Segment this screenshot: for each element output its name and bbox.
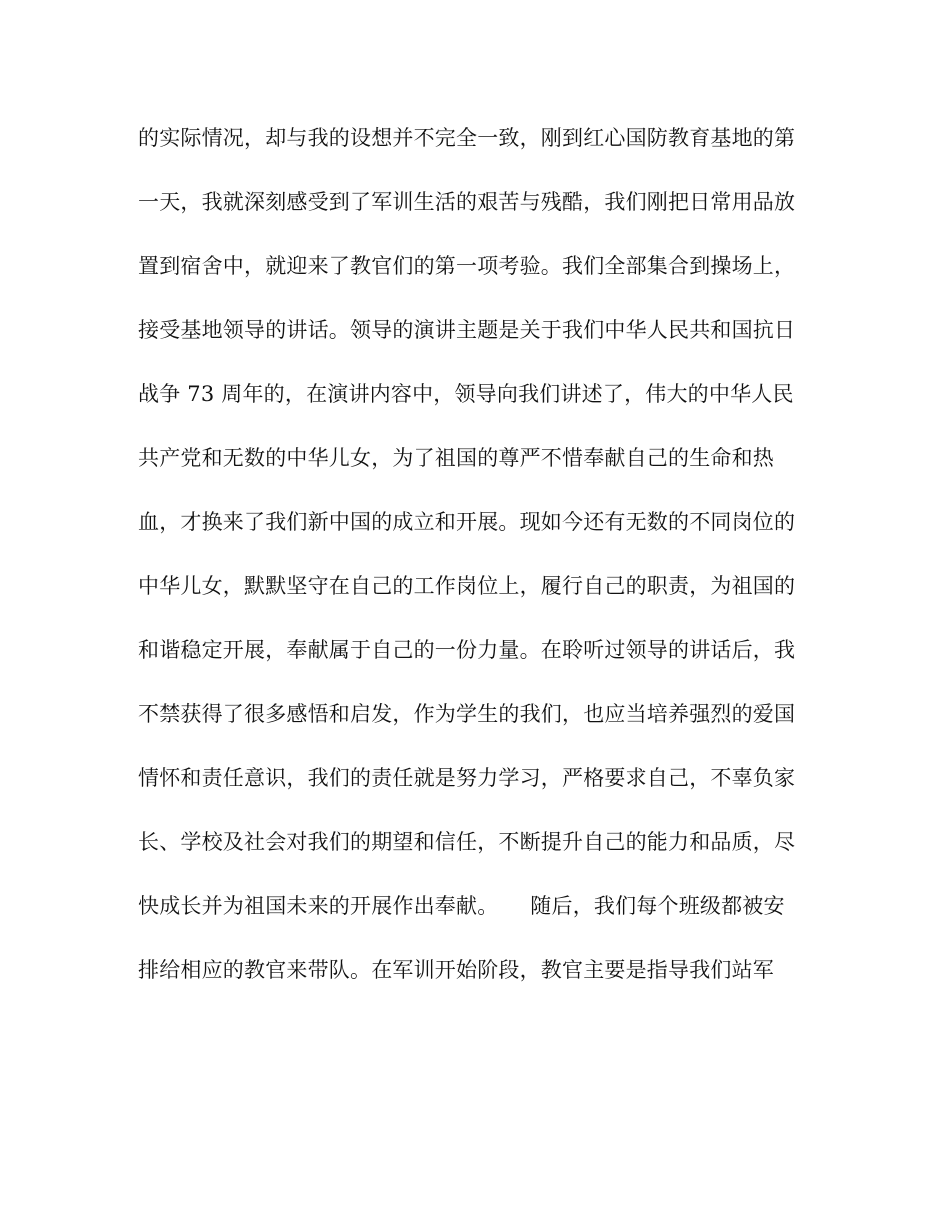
text-line: 的实际情况，却与我的设想并不完全一致，刚到红心国防教育基地的第 (138, 126, 796, 150)
text-line: 接受基地领导的讲话。领导的演讲主题是关于我们中华人民共和国抗日 (138, 318, 796, 342)
text-line: 排给相应的教官来带队。在军训开始阶段，教官主要是指导我们站军 (138, 958, 774, 982)
text-line: 中华儿女，默默坚守在自己的工作岗位上，履行自己的职责，为祖国的 (138, 574, 796, 598)
body-text (138, 118, 828, 1014)
text-line: 情怀和责任意识，我们的责任就是努力学习，严格要求自己，不辜负家 (138, 766, 796, 790)
text-line: 长、学校及社会对我们的期望和信任，不断提升自己的能力和品质，尽 (138, 830, 796, 854)
text-line: 一天，我就深刻感受到了军训生活的艰苦与残酷，我们刚把日常用品放 (138, 190, 796, 214)
text-line: 和谐稳定开展，奉献属于自己的一份力量。在聆听过领导的讲话后，我 (138, 638, 796, 662)
text-line: 共产党和无数的中华儿女，为了祖国的尊严不惜奉献自己的生命和热 (138, 446, 774, 470)
text-line: 置到宿舍中，就迎来了教官们的第一项考验。我们全部集合到操场上， (138, 254, 796, 278)
text-line: 战争 73 周年的，在演讲内容中，领导向我们讲述了，伟大的中华人民 (138, 382, 794, 406)
text-line: 快成长并为祖国未来的开展作出奉献。 随后，我们每个班级都被安 (138, 894, 785, 918)
text-line: 不禁获得了很多感悟和启发，作为学生的我们，也应当培养强烈的爱国 (138, 702, 796, 726)
text-line: 血，才换来了我们新中国的成立和开展。现如今还有无数的不同岗位的 (138, 510, 796, 534)
